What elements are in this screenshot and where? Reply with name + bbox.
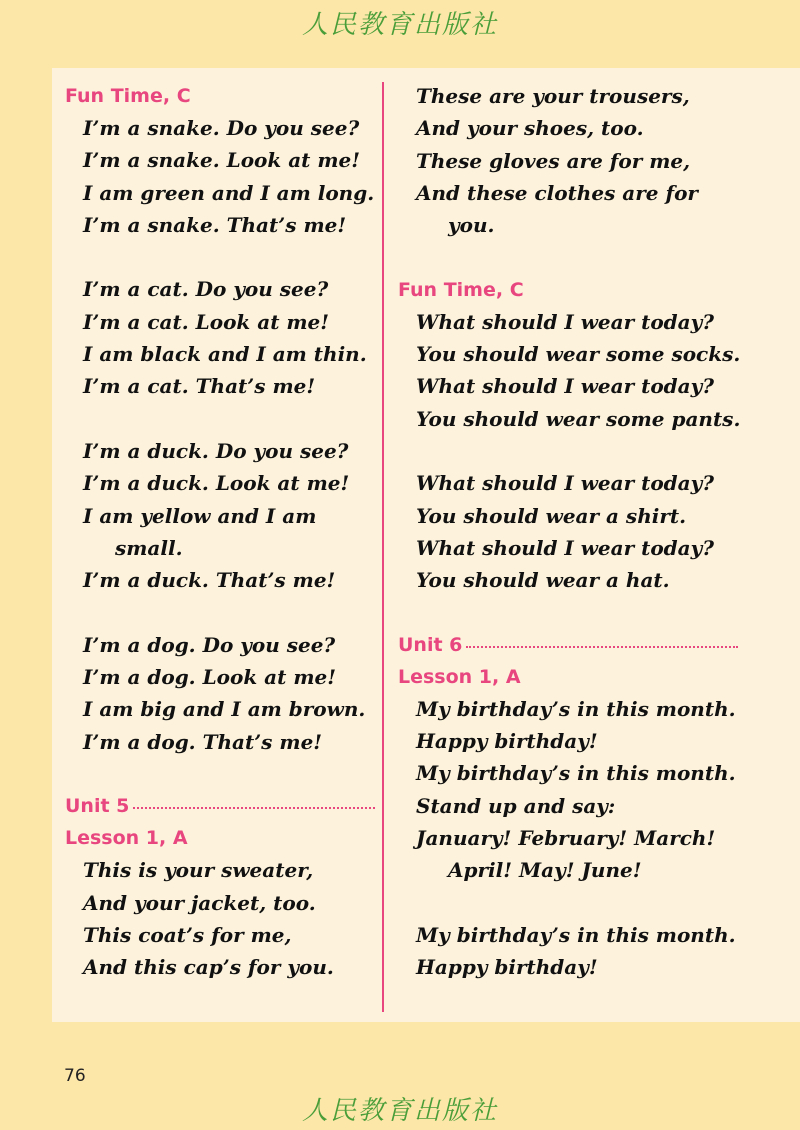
unit-heading <box>398 629 738 661</box>
rhyme-line: January! February! March! <box>416 825 716 850</box>
rhyme-line: I’m a cat. Do you see? <box>83 277 329 302</box>
rhyme-line: And your jacket, too. <box>83 890 316 915</box>
dotted-leader <box>466 646 738 648</box>
rhyme-line: I am black and I am thin. <box>83 342 367 367</box>
section-heading: Fun Time, C <box>398 278 524 301</box>
stanza-gap <box>65 758 375 790</box>
rhyme-line: These gloves are for me, <box>416 148 691 173</box>
dotted-leader <box>133 807 375 809</box>
rhyme-line: I’m a snake. That’s me! <box>83 212 347 237</box>
rhyme-line-continuation: small. <box>115 535 183 560</box>
rhyme-line: This is your sweater, <box>83 858 314 883</box>
unit-heading-label: Unit 5 <box>65 795 130 818</box>
rhyme-line: You should wear a shirt. <box>416 503 687 528</box>
right-column <box>398 80 741 983</box>
page-number: 76 <box>64 1066 86 1086</box>
rhyme-line: And these clothes are for <box>416 180 698 205</box>
rhyme-line: And this cap’s for you. <box>83 955 334 980</box>
rhyme-line: I’m a dog. Do you see? <box>83 632 336 657</box>
rhyme-line: You should wear a hat. <box>416 568 670 593</box>
rhyme-line: My birthday’s in this month. <box>416 922 736 947</box>
rhyme-line: I’m a duck. Do you see? <box>83 438 349 463</box>
rhyme-line: I am big and I am brown. <box>83 697 366 722</box>
left-column <box>65 80 375 983</box>
section-heading: Lesson 1, A <box>398 665 521 688</box>
stanza-gap <box>65 596 375 628</box>
rhyme-line: I’m a duck. That’s me! <box>83 568 336 593</box>
rhyme-line: You should wear some socks. <box>416 342 741 367</box>
rhyme-line: I’m a snake. Look at me! <box>83 148 361 173</box>
stanza-gap <box>398 241 738 273</box>
rhyme-line-continuation: you. <box>448 213 495 238</box>
rhyme-line: What should I wear today? <box>416 471 714 496</box>
stanza-gap <box>65 403 375 435</box>
rhyme-line: I am yellow and I am <box>83 503 317 528</box>
rhyme-line: And your shoes, too. <box>416 116 644 141</box>
section-heading: Fun Time, C <box>65 85 191 107</box>
rhyme-line: Happy birthday! <box>416 955 598 980</box>
rhyme-line: Happy birthday! <box>416 729 598 754</box>
rhyme-line: I’m a cat. That’s me! <box>83 374 316 399</box>
column-divider <box>382 82 384 1012</box>
rhyme-line: Stand up and say: <box>416 793 616 818</box>
unit-heading <box>65 790 375 822</box>
rhyme-line: My birthday’s in this month. <box>416 696 736 721</box>
rhyme-line: What should I wear today? <box>416 535 714 560</box>
rhyme-line: I am green and I am long. <box>83 180 375 205</box>
rhyme-line: I’m a duck. Look at me! <box>83 471 350 496</box>
unit-heading-label: Unit 6 <box>398 633 463 656</box>
rhyme-line-continuation: April! May! June! <box>448 858 642 883</box>
rhyme-line: I’m a dog. Look at me! <box>83 665 336 690</box>
rhyme-line: This coat’s for me, <box>83 922 292 947</box>
stanza-gap <box>398 435 738 467</box>
stanza-gap <box>65 241 375 273</box>
publisher-footer: 人民教育出版社 <box>301 1096 498 1126</box>
rhyme-line: What should I wear today? <box>416 374 714 399</box>
rhyme-line: These are your trousers, <box>416 84 690 108</box>
rhyme-line: You should wear some pants. <box>416 406 741 431</box>
rhyme-line: I’m a cat. Look at me! <box>83 309 330 334</box>
publisher-header: 人民教育出版社 <box>301 10 498 40</box>
rhyme-line: I’m a snake. Do you see? <box>83 116 360 140</box>
section-heading: Lesson 1, A <box>65 827 188 850</box>
rhyme-line: What should I wear today? <box>416 309 714 334</box>
rhyme-line: I’m a dog. That’s me! <box>83 729 323 754</box>
stanza-gap <box>398 596 738 628</box>
stanza-gap <box>398 887 738 919</box>
rhyme-line: My birthday’s in this month. <box>416 761 736 786</box>
